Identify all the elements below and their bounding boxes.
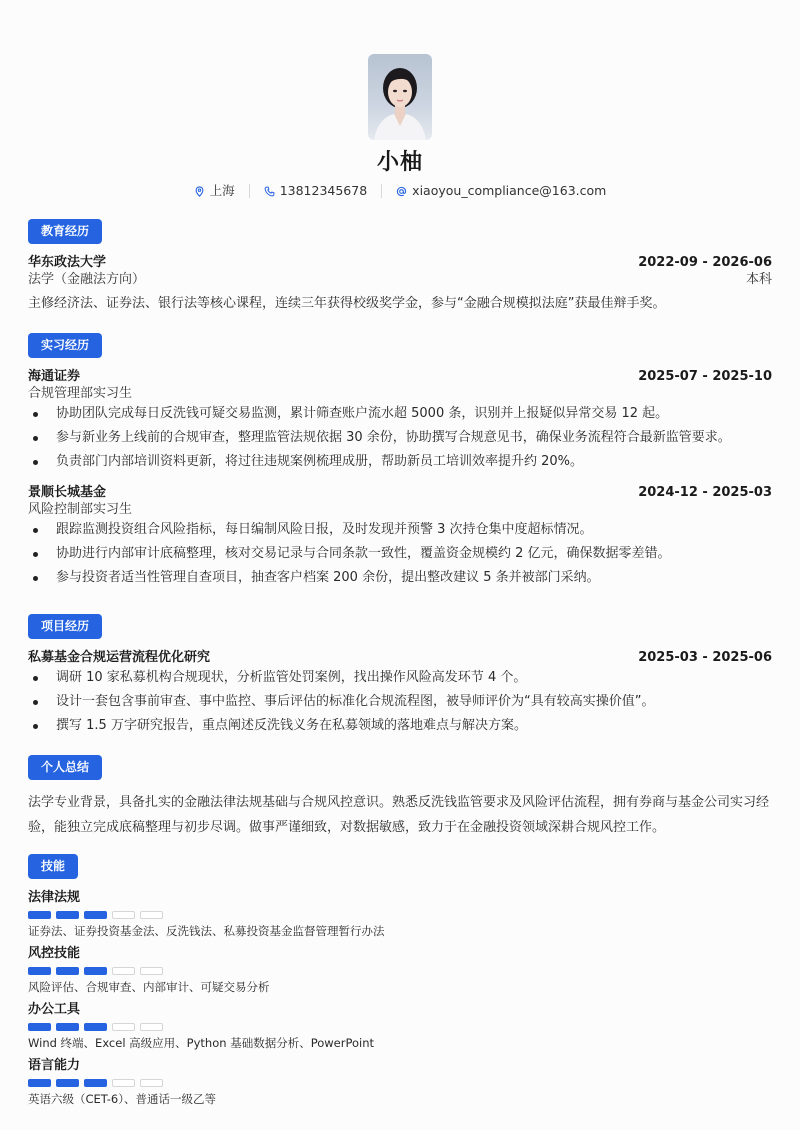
company-name: 景顺长城基金 <box>28 485 107 500</box>
skill-item <box>28 945 772 995</box>
skill-segment-filled <box>28 1079 51 1087</box>
company-name: 海通证券 <box>28 369 81 384</box>
skill-name: 法律法规 <box>28 890 81 905</box>
skill-segment-empty <box>112 967 135 975</box>
skill-segment-filled <box>84 1023 107 1031</box>
phone-icon <box>264 186 275 197</box>
internship-entry <box>28 484 772 590</box>
bullet-item: 协助团队完成每日反洗钱可疑交易监测，累计筛查账户流水超 5000 条，识别并上报疑似异常交易 12 起。 <box>28 402 772 426</box>
bullet-item: 调研 10 家私募机构合规现状，分析监管处罚案例，找出操作风险高发环节 4 个。 <box>28 666 772 690</box>
major: 法学（金融法方向） <box>28 272 146 287</box>
skill-name: 语言能力 <box>28 1058 81 1073</box>
skill-name: 风控技能 <box>28 946 81 961</box>
skill-name: 办公工具 <box>28 1002 81 1017</box>
bullet-item: 负责部门内部培训资料更新，将过往违规案例梳理成册，帮助新员工培训效率提升约 20%。 <box>28 450 772 474</box>
skill-segment-filled <box>28 1023 51 1031</box>
skill-segment-filled <box>28 967 51 975</box>
bullet-item: 撰写 1.5 万字研究报告，重点阐述反洗钱义务在私募领域的落地难点与解决方案。 <box>28 714 772 738</box>
project-dates: 2025-03 - 2025-06 <box>638 650 772 665</box>
section-title-projects: 项目经历 <box>28 614 102 639</box>
candidate-name: 小柚 <box>376 150 423 175</box>
section-summary <box>28 755 772 840</box>
section-title-skills: 技能 <box>28 854 78 879</box>
skill-segment-empty <box>112 911 135 919</box>
summary-text: 法学专业背景，具备扎实的金融法律法规基础与合规风控意识。熟悉反洗钱监管要求及风险评估流程，拥有券商与基金公司实习经验，能独立完成底稿整理与初步尽调。做事严谨细致，对数据敏感，致力于在金融投资领域深耕合规风控工作。 <box>28 795 770 835</box>
degree: 本科 <box>745 272 772 287</box>
location-text: 上海 <box>209 183 235 198</box>
school-name: 华东政法大学 <box>28 255 107 270</box>
project-head <box>28 649 772 666</box>
internship-dates: 2024-12 - 2025-03 <box>638 485 772 500</box>
skill-description: 英语六级（CET-6）、普通话一级乙等 <box>28 1092 216 1106</box>
section-education <box>28 219 772 316</box>
internship-role: 风险控制部实习生 <box>28 502 133 517</box>
skill-segment-filled <box>84 967 107 975</box>
internship-head <box>28 368 772 385</box>
skill-segment-empty <box>140 911 163 919</box>
internship-dates: 2025-07 - 2025-10 <box>638 369 772 384</box>
phone-text[interactable]: 13812345678 <box>279 183 368 198</box>
skill-segment-filled <box>56 1023 79 1031</box>
at-sign-icon <box>396 186 407 197</box>
bullet-item: 跟踪监测投资组合风险指标，每日编制风险日报，及时发现并预警 3 次持仓集中度超标情况。 <box>28 518 772 542</box>
internship-head <box>28 484 772 501</box>
skill-segment-filled <box>56 1079 79 1087</box>
bullet-item: 参与新业务上线前的合规审查，整理监管法规依据 30 余份，协助撰写合规意见书，确保业务流程符合最新监管要求。 <box>28 426 772 450</box>
skill-item <box>28 1001 772 1051</box>
internship-role: 合规管理部实习生 <box>28 386 133 401</box>
section-internships <box>28 333 772 590</box>
internship-role-row <box>28 501 772 518</box>
skill-description: 证券法、证券投资基金法、反洗钱法、私募投资基金监督管理暂行办法 <box>28 924 385 938</box>
bullet-item: 协助进行内部审计底稿整理，核对交易记录与合同条款一致性，覆盖资金规模约 2 亿元，确保数据零差错。 <box>28 542 772 566</box>
skill-segment-empty <box>112 1023 135 1031</box>
education-dates: 2022-09 - 2026-06 <box>638 255 772 270</box>
skill-segment-filled <box>84 1079 107 1087</box>
skill-segment-empty <box>140 1023 163 1031</box>
education-head <box>28 254 772 271</box>
section-projects <box>28 614 772 738</box>
resume-header <box>28 0 772 200</box>
email-text[interactable]: xiaoyou_compliance@163.com <box>412 183 607 198</box>
contact-info <box>28 182 772 200</box>
skill-description: Wind 终端、Excel 高级应用、Python 基础数据分析、PowerPoint <box>28 1036 375 1050</box>
contact-divider <box>381 184 382 198</box>
skill-level-bar <box>28 1023 772 1031</box>
section-title-internships: 实习经历 <box>28 333 102 358</box>
education-sub <box>28 271 772 288</box>
education-entry <box>28 254 772 316</box>
internship-role-row <box>28 385 772 402</box>
section-title-education: 教育经历 <box>28 219 102 244</box>
bullet-item: 设计一套包含事前审查、事中监控、事后评估的标准化合规流程图，被导师评价为“具有较高实操价值”。 <box>28 690 772 714</box>
contact-location <box>194 182 235 200</box>
skill-segment-filled <box>56 967 79 975</box>
contact-divider <box>249 184 250 198</box>
skill-item <box>28 1057 772 1107</box>
skill-segment-filled <box>84 911 107 919</box>
profile-photo <box>368 54 432 140</box>
skill-item <box>28 889 772 939</box>
project-bullets <box>28 666 772 738</box>
bullet-item: 参与投资者适当性管理自查项目，抽查客户档案 200 余份，提出整改建议 5 条并被部门采纳。 <box>28 566 772 590</box>
contact-phone <box>264 182 367 200</box>
location-pin-icon <box>194 186 205 197</box>
internship-entry <box>28 368 772 474</box>
skill-level-bar <box>28 911 772 919</box>
skill-segment-empty <box>140 967 163 975</box>
section-skills <box>28 854 772 1107</box>
internship-bullets <box>28 402 772 474</box>
skill-segment-empty <box>112 1079 135 1087</box>
project-title: 私募基金合规运营流程优化研究 <box>28 650 211 665</box>
internship-bullets <box>28 518 772 590</box>
skill-description: 风险评估、合规审查、内部审计、可疑交易分析 <box>28 980 270 994</box>
skill-level-bar <box>28 1079 772 1087</box>
education-description: 主修经济法、证券法、银行法等核心课程，连续三年获得校级奖学金，参与“金融合规模拟法庭”获最佳辩手奖。 <box>28 296 666 311</box>
contact-email <box>396 182 606 200</box>
skill-segment-filled <box>28 911 51 919</box>
skill-level-bar <box>28 967 772 975</box>
skill-segment-filled <box>56 911 79 919</box>
section-title-summary: 个人总结 <box>28 755 102 780</box>
skill-segment-empty <box>140 1079 163 1087</box>
project-entry <box>28 649 772 738</box>
portrait-icon <box>368 54 432 140</box>
